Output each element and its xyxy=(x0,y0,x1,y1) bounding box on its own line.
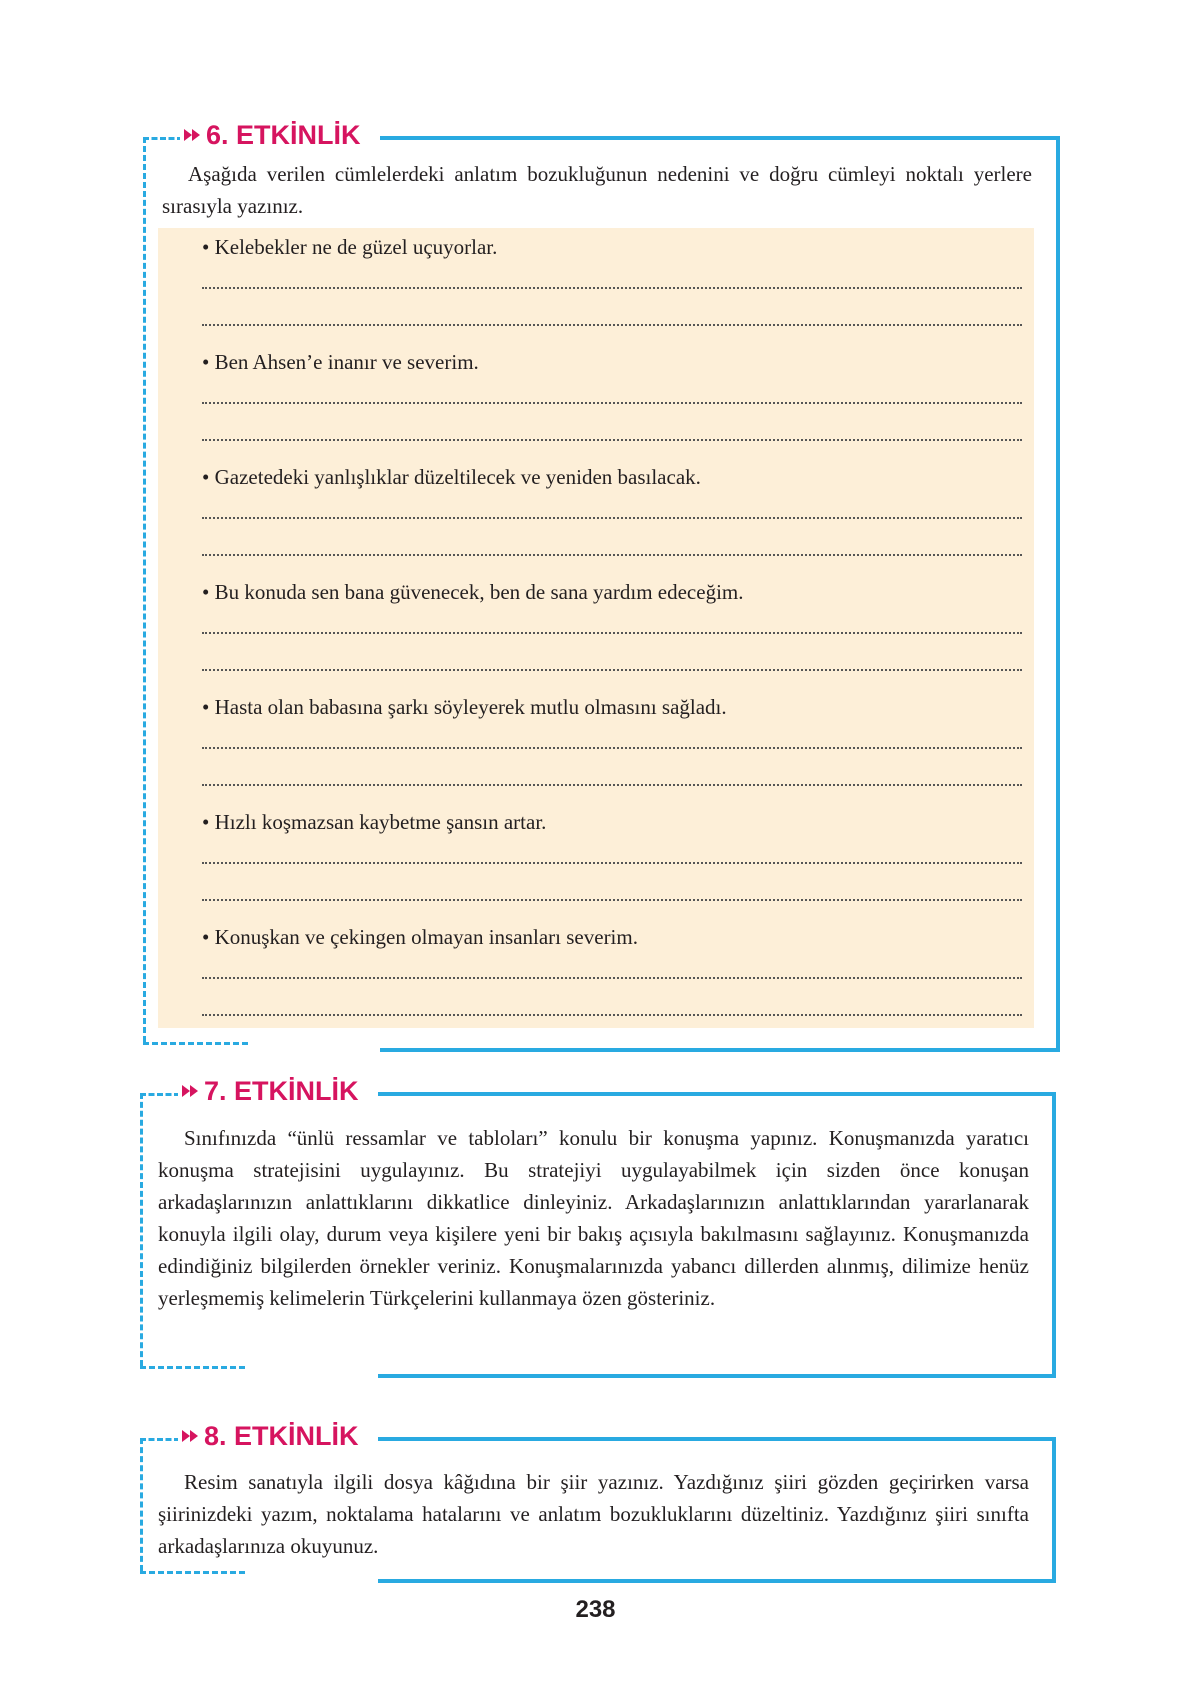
sentence-item: • Ben Ahsen’e inanır ve severim. xyxy=(202,350,479,374)
page-number: 238 xyxy=(575,1596,616,1623)
activity-7-text: Sınıfınızda “ünlü ressamlar ve tabloları” konulu bir konuşma yapınız. Konuşmanızda yaratıcı konuşma stratejisini uygulayınız. Bu stratejiyi uygulayabilmek için sizden önce konuşan arkadaşlarınızın anlattıklarını dikkatlice dinleyiniz. Arkadaşlarınızın anlattıklarından yararlanarak konuyla ilgili olay, durum veya kişilere yeni bir bakış açısıyla bakılmasını sağlayınız. Konuşmanızda edindiğiniz bilgilerden örnekler veriniz. Konuşmalarınızda yabancı dillerden alınmış, dilimize henüz yerleşmemiş kelimelerin Türkçelerini kullanmaya özen gösteriniz. xyxy=(158,1126,1029,1310)
activity-6-title: 6. ETKİNLİK xyxy=(206,120,361,150)
activity-8-heading xyxy=(178,1421,361,1451)
activity-7-title: 7. ETKİNLİK xyxy=(204,1076,359,1106)
sentence-item: • Gazetedeki yanlışlıklar düzeltilecek ve yeniden basılacak. xyxy=(202,465,701,489)
activity-8-frame-bottom-dash xyxy=(140,1571,245,1574)
double-arrow-icon xyxy=(182,1430,198,1442)
activity-6-instruction: Aşağıda verilen cümlelerdeki anlatım bozukluğunun nedenini ve doğru cümleyi noktalı yerlere sırasıyla yazınız. xyxy=(162,162,1032,218)
activity-8-text: Resim sanatıyla ilgili dosya kâğıdına bir şiir yazınız. Yazdığınız şiiri gözden geçirirken varsa şiirinizdeki yazım, noktalama hatalarını ve anlatım bozukluklarını düzeltiniz. Yazdığınız şiiri sınıfta arkadaşlarınıza okuyunuz. xyxy=(158,1470,1029,1558)
sentence-item: • Kelebekler ne de güzel uçuyorlar. xyxy=(202,235,498,259)
sentence-item: • Bu konuda sen bana güvenecek, ben de sana yardım edeceğim. xyxy=(202,580,744,604)
sentence-item: • Hasta olan babasına şarkı söyleyerek mutlu olmasını sağladı. xyxy=(202,695,727,719)
activity-8-frame-top-dash xyxy=(140,1438,180,1441)
sentence-item: • Konuşkan ve çekingen olmayan insanları severim. xyxy=(202,925,638,949)
activity-8-title: 8. ETKİNLİK xyxy=(204,1421,359,1451)
sentence-item: • Hızlı koşmazsan kaybetme şansın artar. xyxy=(202,810,547,834)
activity-8-frame-left-dash xyxy=(140,1438,143,1571)
